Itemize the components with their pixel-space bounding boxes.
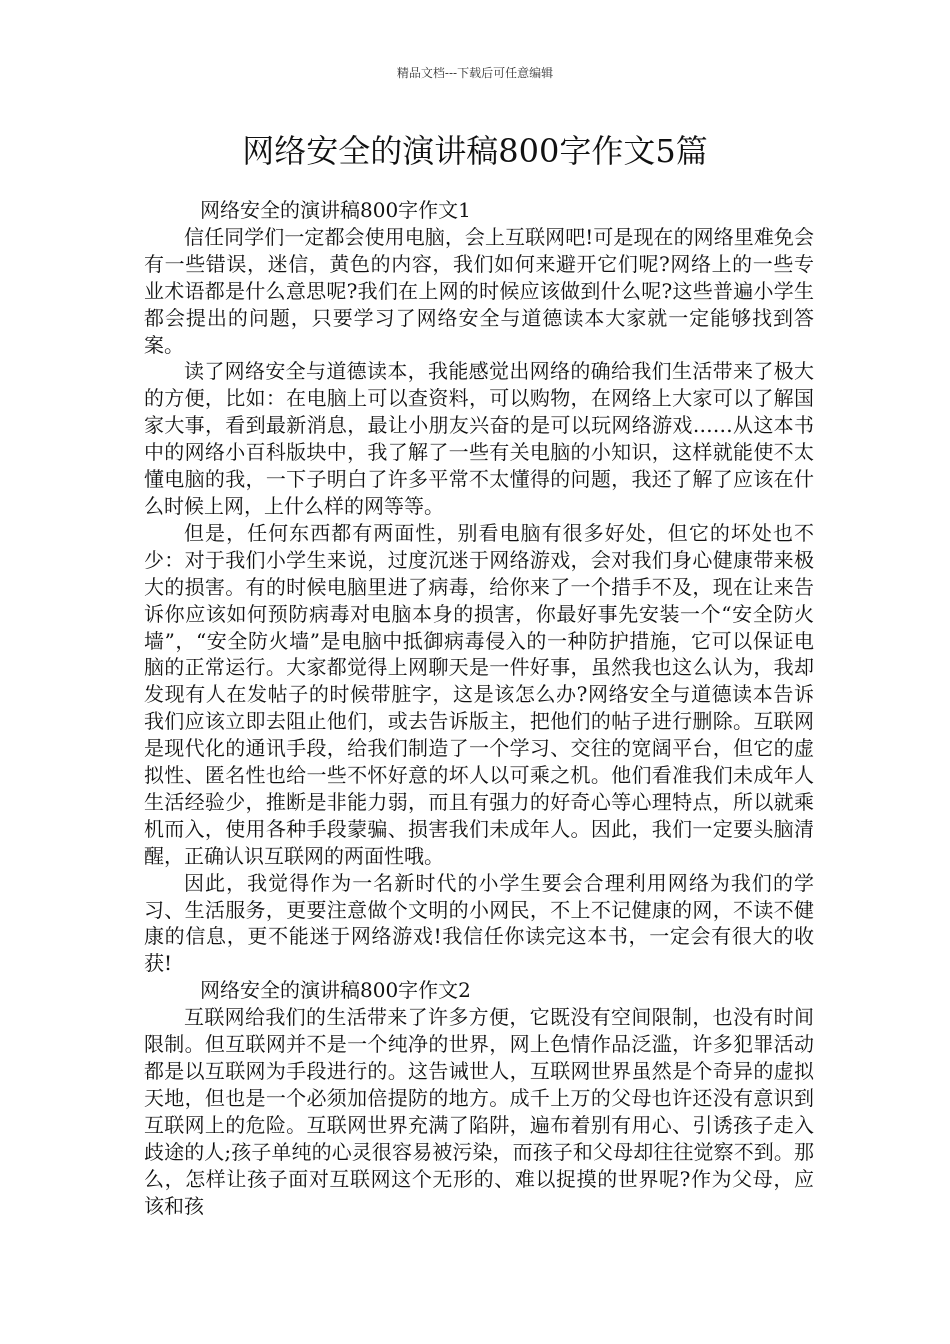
paragraph: 读了网络安全与道德读本，我能感觉出网络的确给我们生活带来了极大的方便，比如：在电脑上可以查资料，可以购物，在网络上大家可以了解国家大事，看到最新消息，最让小朋友兴奋的是可以玩网络游戏……从这本书中的网络小百科版块中，我了解了一些有关电脑的小知识，这样就能使不太懂电脑的我，一下子明白了许多平常不太懂得的问题，我还了解了应该在什么时候上网，上什么样的网等等。 <box>144 359 814 518</box>
paragraph: 信任同学们一定都会使用电脑，会上互联网吧!可是现在的网络里难免会有一些错误，迷信，黄色的内容，我们如何来避开它们呢?网络上的一些专业术语都是什么意思呢?我们在上网的时候应该做到什么呢?这些普遍小学生都会提出的问题，只要学习了网络安全与道德读本大家就一定能够找到答案。 <box>144 224 814 357</box>
paragraph: 因此，我觉得作为一名新时代的小学生要会合理利用网络为我们的学习、生活服务，更要注意做个文明的小网民，不上不记健康的网，不读不健康的信息，更不能迷于网络游戏!我信任你读完这本书，一定会有很大的收获! <box>144 870 814 976</box>
document-title: 网络安全的演讲稿800字作文5篇 <box>242 132 708 170</box>
paragraph: 但是，任何东西都有两面性，别看电脑有很多好处，但它的坏处也不少：对于我们小学生来说，过度沉迷于网络游戏，会对我们身心健康带来极大的损害。有的时候电脑里进了病毒，给你来了一个措手不及，现在让来告诉你应该如何预防病毒对电脑本身的损害，你最好事先安装一个“安全防火墙”，“安全防火墙”是电脑中抵御病毒侵入的一种防护措施，它可以保证电脑的正常运行。大家都觉得上网聊天是一件好事，虽然我也这么认为，我却发现有人在发帖子的时候带脏字，这是该怎么办?网络安全与道德读本告诉我们应该立即去阻止他们，或去告诉版主，把他们的帖子进行删除。互联网是现代化的通讯手段，给我们制造了一个学习、交往的宽阔平台，但它的虚拟性、匿名性也给一些不怀好意的坏人以可乘之机。他们看准我们未成年人生活经验少，推断是非能力弱，而且有强力的好奇心等心理特点，所以就乘机而入，使用各种手段蒙骗、损害我们未成年人。因此，我们一定要头脑清醒，正确认识互联网的两面性哦。 <box>144 520 814 868</box>
section-subtitle: 网络安全的演讲稿800字作文1 <box>200 198 471 222</box>
page-header: 精品文档---下载后可任意编辑 <box>396 66 554 80</box>
document-body <box>144 197 814 1219</box>
paragraph: 互联网给我们的生活带来了许多方便，它既没有空间限制，也没有时间限制。但互联网并不是一个纯净的世界，网上色情作品泛滥，许多犯罪活动都是以互联网为手段进行的。这告诫世人，互联网世界虽然是个奇异的虚拟天地，但也是一个必须加倍提防的地方。成千上万的父母也许还没有意识到互联网上的危险。互联网世界充满了陷阱，遍布着别有用心、引诱孩子走入歧途的人;孩子单纯的心灵很容易被污染，而孩子和父母却往往觉察不到。那么，怎样让孩子面对互联网这个无形的、难以捉摸的世界呢?作为父母，应该和孩 <box>144 1005 814 1218</box>
section-subtitle: 网络安全的演讲稿800字作文2 <box>200 978 471 1003</box>
